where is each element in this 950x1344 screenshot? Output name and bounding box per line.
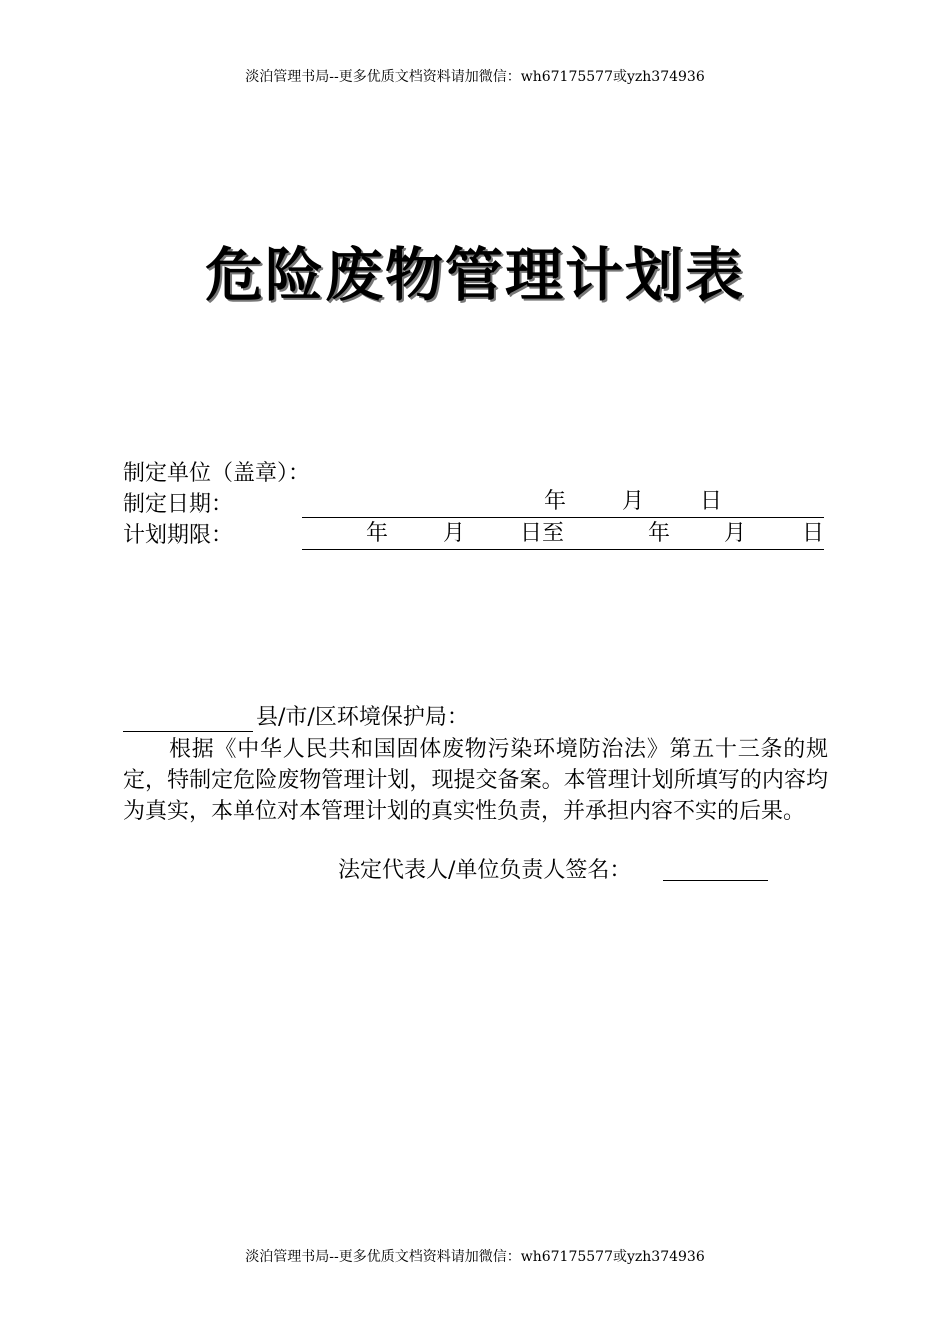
period-start-day: 日至 (520, 521, 565, 546)
page-header: 淡泊管理书局--更多优质文档资料请加微信：wh67175577或yzh374936 (245, 69, 705, 85)
bureau-name-blank (123, 705, 253, 732)
signature-blank (663, 858, 768, 881)
period-end-day: 日 (802, 521, 825, 546)
unit-label: 制定单位（盖章）： (123, 461, 311, 486)
bureau-label: 县/市/区环境保护局： (256, 705, 469, 730)
date-day: 日 (700, 489, 723, 514)
date-month: 月 (622, 489, 645, 514)
date-field-line (302, 487, 824, 518)
period-end-month: 月 (724, 521, 747, 546)
date-label: 制定日期： (123, 492, 234, 517)
period-label: 计划期限： (123, 523, 234, 548)
declaration-paragraph: 根据《中华人民共和国固体废物污染环境防治法》第五十三条的规定，特制定危险废物管理计划，现提交备案。本管理计划所填写的内容均为真实，本单位对本管理计划的真实性负责，并承担内容不实的后果。 (123, 737, 828, 824)
period-start-month: 月 (443, 521, 466, 546)
period-start-year: 年 (366, 521, 389, 546)
period-field-line (302, 519, 824, 550)
period-end-year: 年 (648, 521, 671, 546)
page-footer: 淡泊管理书局--更多优质文档资料请加微信：wh67175577或yzh374936 (245, 1249, 705, 1265)
document-title: 危险废物管理计划表 (204, 241, 745, 309)
signature-label: 法定代表人/单位负责人签名： (338, 858, 632, 883)
date-year: 年 (544, 489, 567, 514)
